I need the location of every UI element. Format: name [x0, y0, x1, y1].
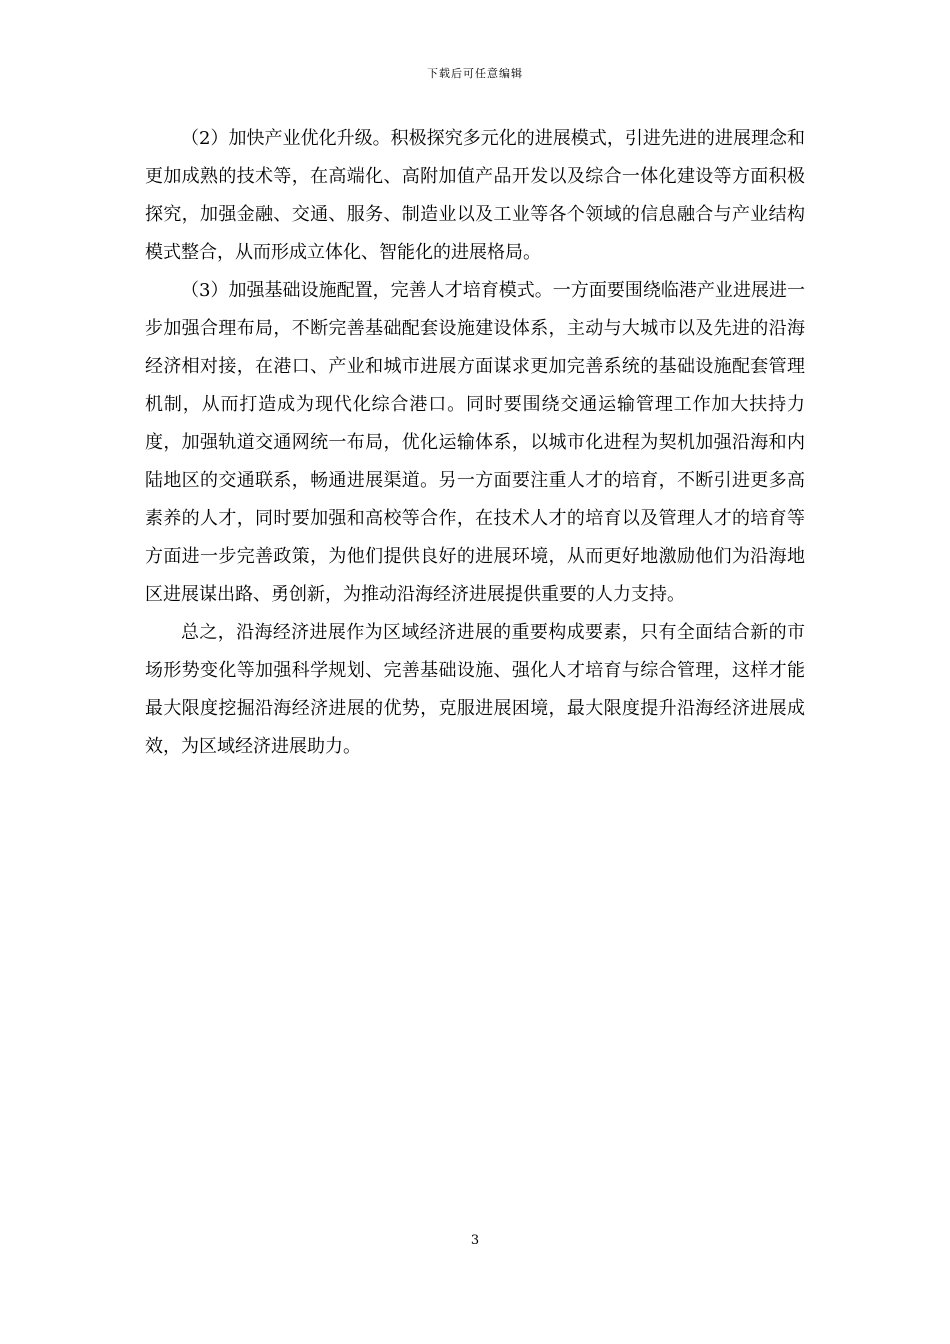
- document-body: [145, 120, 805, 766]
- page-header: 下载后可任意编辑: [427, 67, 523, 80]
- paragraph-infrastructure-talent: （3）加强基础设施配置，完善人才培育模式。一方面要围绕临港产业进展进一步加强合理布局，不断完善基础配套设施建设体系，主动与大城市以及先进的沿海经济相对接，在港口、产业和城市进展方面谋求更加完善系统的基础设施配套管理机制，从而打造成为现代化综合港口。同时要围绕交通运输管理工作加大扶持力度，加强轨道交通网统一布局，优化运输体系，以城市化进程为契机加强沿海和内陆地区的交通联系，畅通进展渠道。另一方面要注重人才的培育，不断引进更多高素养的人才，同时要加强和高校等合作，在技术人才的培育以及管理人才的培育等方面进一步完善政策，为他们提供良好的进展环境，从而更好地激励他们为沿海地区进展谋出路、勇创新，为推动沿海经济进展提供重要的人力支持。: [145, 280, 805, 605]
- paragraph-conclusion: 总之，沿海经济进展作为区域经济进展的重要构成要素，只有全面结合新的市场形势变化等加强科学规划、完善基础设施、强化人才培育与综合管理，这样才能最大限度挖掘沿海经济进展的优势，克服进展困境，最大限度提升沿海经济进展成效，为区域经济进展助力。: [145, 622, 805, 757]
- paragraph-industry-upgrade: （2）加快产业优化升级。积极探究多元化的进展模式，引进先进的进展理念和更加成熟的技术等，在高端化、高附加值产品开发以及综合一体化建设等方面积极探究，加强金融、交通、服务、制造业以及工业等各个领域的信息融合与产业结构模式整合，从而形成立体化、智能化的进展格局。: [145, 128, 805, 263]
- page-number: 3: [470, 1233, 480, 1248]
